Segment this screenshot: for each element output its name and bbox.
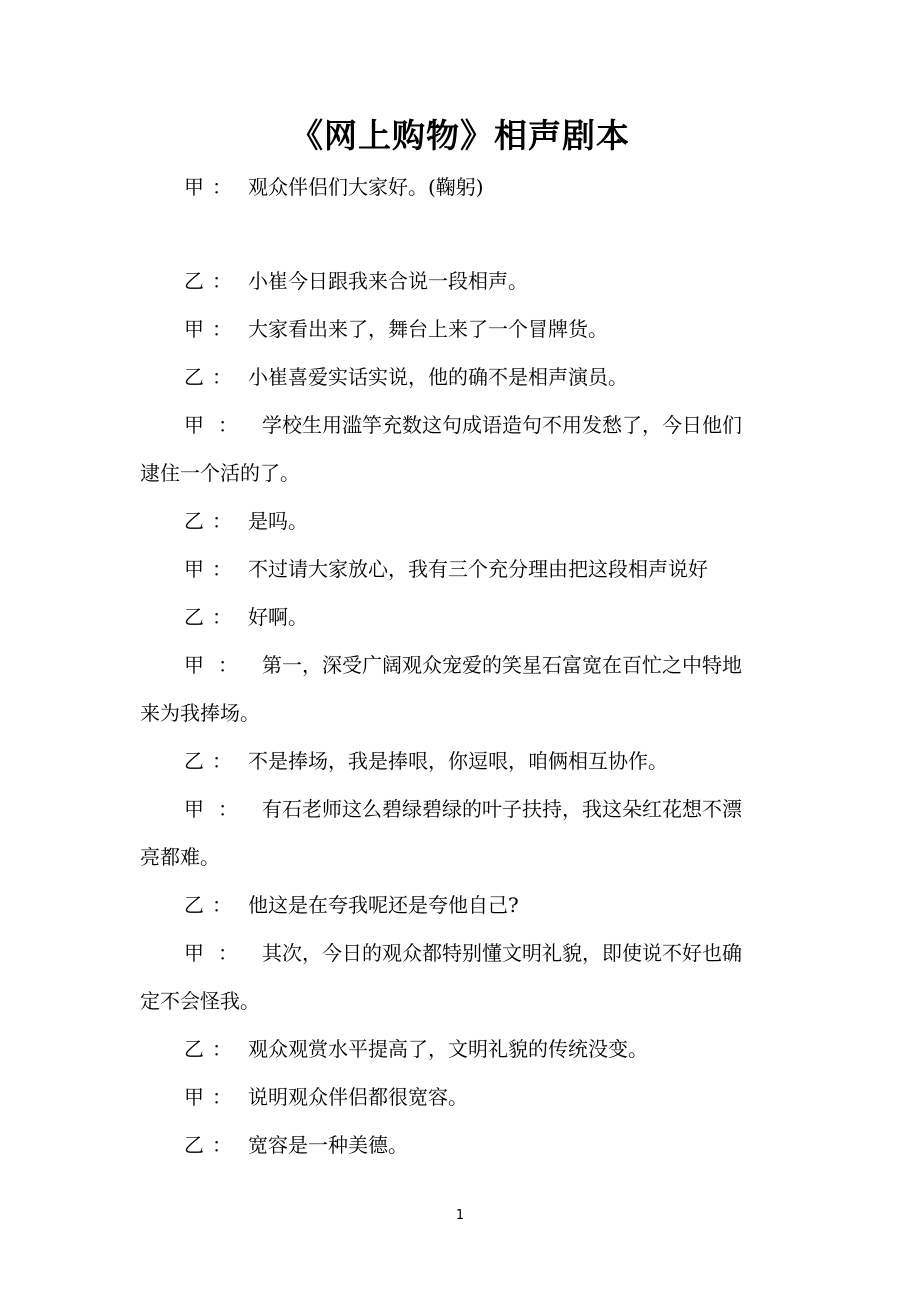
dialogue-text: 第一，深受广阔观众宠爱的笑星石富宽在百忙之中特地 [262,653,742,677]
dialogue-text: 不过请大家放心，我有三个充分理由把这段相声说好 [248,557,708,581]
speaker-label: 甲 [184,653,204,677]
speaker-label: 乙 [184,893,204,917]
dialogue-text: 他这是在夸我呢还是夸他自己? [248,893,519,917]
speaker-colon: ： [212,365,232,389]
speaker-label: 乙 [184,1037,204,1061]
dialogue-continuation: 来为我捧场。 [140,701,260,725]
page-number: 1 [455,1208,465,1223]
speaker-colon: ： [212,317,232,341]
speaker-label: 甲 [184,557,204,581]
dialogue-text: 观众观赏水平提高了，文明礼貌的传统没变。 [248,1037,648,1061]
speaker-label: 甲 [184,413,204,437]
dialogue-text: 小崔今日跟我来合说一段相声。 [248,269,528,293]
speaker-label: 乙 [184,605,204,629]
speaker-colon: ： [212,605,232,629]
document-title: 《网上购物》相声剧本 [290,116,630,155]
speaker-label: 乙 [184,365,204,389]
speaker-label: 乙 [184,749,204,773]
speaker-colon: ： [212,269,232,293]
dialogue-text: 观众伴侣们大家好。(鞠躬) [248,175,484,199]
speaker-colon: ： [218,653,238,677]
dialogue-text: 大家看出来了，舞台上来了一个冒牌货。 [248,317,608,341]
speaker-colon: ： [218,941,238,965]
dialogue-text: 说明观众伴侣都很宽容。 [248,1085,468,1109]
speaker-colon: ： [218,797,238,821]
dialogue-text: 宽容是一种美德。 [248,1133,408,1157]
speaker-colon: ： [218,413,238,437]
dialogue-text: 其次，今日的观众都特别懂文明礼貌，即使说不好也确 [262,941,742,965]
speaker-label: 乙 [184,1133,204,1157]
dialogue-continuation: 亮都难。 [140,845,220,869]
dialogue-text: 是吗。 [248,509,308,533]
speaker-label: 乙 [184,269,204,293]
speaker-colon: ： [212,893,232,917]
speaker-colon: ： [212,175,232,199]
dialogue-text: 学校生用滥竽充数这句成语造句不用发愁了，今日他们 [262,413,742,437]
speaker-label: 甲 [184,1085,204,1109]
dialogue-text: 好啊。 [248,605,308,629]
speaker-label: 乙 [184,509,204,533]
speaker-label: 甲 [184,797,204,821]
dialogue-text: 不是捧场，我是捧哏，你逗哏，咱俩相互协作。 [248,749,668,773]
speaker-label: 甲 [184,317,204,341]
speaker-colon: ： [212,557,232,581]
speaker-label: 甲 [184,175,204,199]
speaker-colon: ： [212,749,232,773]
dialogue-continuation: 逮住一个活的了。 [140,461,300,485]
speaker-colon: ： [212,1133,232,1157]
speaker-label: 甲 [184,941,204,965]
speaker-colon: ： [212,1037,232,1061]
dialogue-text: 小崔喜爱实话实说，他的确不是相声演员。 [248,365,628,389]
dialogue-continuation: 定不会怪我。 [140,989,260,1013]
dialogue-text: 有石老师这么碧绿碧绿的叶子扶持，我这朵红花想不漂 [262,797,742,821]
speaker-colon: ： [212,1085,232,1109]
speaker-colon: ： [212,509,232,533]
